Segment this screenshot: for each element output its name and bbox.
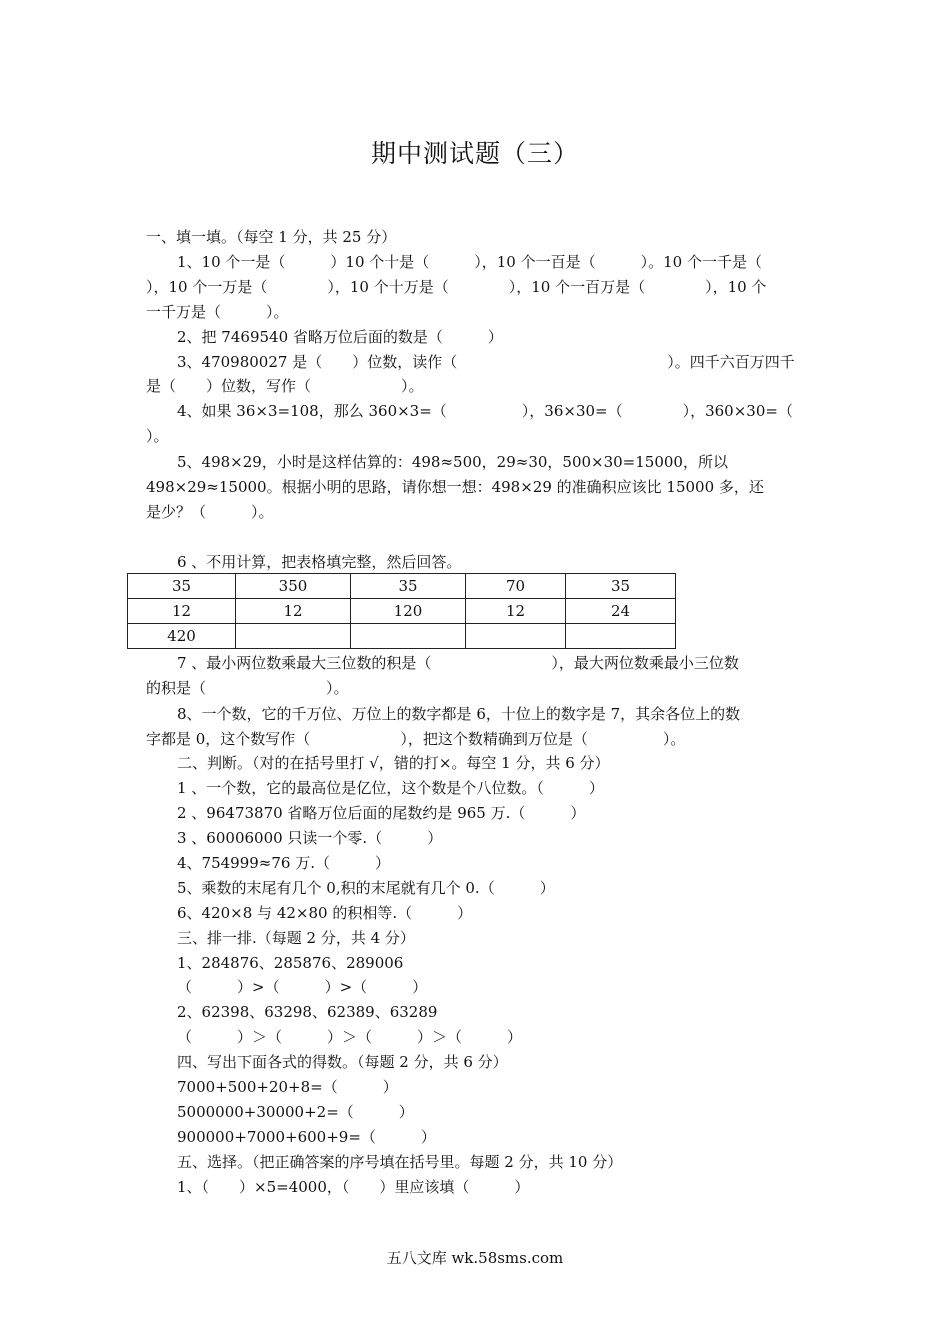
table-cell: 24: [566, 599, 676, 624]
choice-item-1: 1、（ ）×5=4000，（ ）里应该填（ ）: [177, 1178, 530, 1196]
table-cell: 12: [128, 599, 236, 624]
table-cell: 12: [466, 599, 566, 624]
table-cell-blank[interactable]: [466, 624, 566, 649]
judge-item-1: 1 、一个数，它的最高位是亿位，这个数是个八位数。（ ）: [177, 779, 604, 797]
table-cell: 35: [128, 574, 236, 599]
table-row: [128, 624, 676, 649]
question-8-line-1: 8、一个数，它的千万位、万位上的数字都是 6，十位上的数字是 7，其余各位上的数: [177, 705, 741, 723]
judge-item-5: 5、乘数的末尾有几个 0,积的末尾就有几个 0.（ ）: [177, 879, 555, 897]
calc-item-1: 7000+500+20+8=（ ）: [177, 1078, 398, 1096]
question-7-line-1: 7 、最小两位数乘最大三位数的积是（ ），最大两位数乘最小三位数: [177, 654, 739, 672]
question-1-line-1: 1、10 个一是（ ）10 个十是（ ），10 个一百是（ ）。10 个一千是（: [177, 253, 762, 271]
section-2-heading: 二、判断。（对的在括号里打 √，错的打×。每空 1 分，共 6 分）: [177, 754, 610, 772]
table-row: [128, 599, 676, 624]
table-cell: 350: [236, 574, 351, 599]
table-row: [128, 574, 676, 599]
page-title: 期中测试题（三）: [370, 139, 579, 168]
question-5-line-1: 5、498×29，小时是这样估算的：498≈500，29≈30，500×30=15000，所以: [177, 453, 728, 471]
question-3-line-1: 3、470980027 是（ ）位数，读作（ ）。四千六百万四千: [177, 353, 795, 371]
judge-item-6: 6、420×8 与 42×80 的积相等.（ ）: [177, 904, 473, 922]
question-2: 2、把 7469540 省略万位后面的数是（ ）: [177, 328, 503, 346]
order-item-1: 1、284876、285876、289006: [177, 954, 404, 972]
question-1-line-2: ），10 个一万是（ ），10 个十万是（ ），10 个一百万是（ ），10 个: [146, 278, 767, 296]
question-5-line-3: 是少？（ ）。: [146, 503, 274, 521]
question-6: 6 、不用计算，把表格填完整，然后回答。: [177, 553, 462, 571]
order-item-1-answer: （ ）>（ ）>（ ）: [177, 978, 428, 996]
table-cell: 70: [466, 574, 566, 599]
question-4-line-1: 4、如果 36×3=108，那么 360×3=（ ），36×30=（ ），360×30=（: [177, 402, 793, 420]
section-1-heading: 一、填一填。（每空 1 分，共 25 分）: [146, 228, 397, 246]
question-5-line-2: 498×29≈15000。根据小明的思路，请你想一想：498×29 的准确积应该比 15000 多，还: [146, 478, 764, 496]
table-cell: 35: [566, 574, 676, 599]
order-item-2-answer: （ ）＞（ ）＞（ ）＞（ ）: [177, 1028, 523, 1046]
table-cell-blank[interactable]: [236, 624, 351, 649]
fill-table: [127, 573, 676, 649]
section-5-heading: 五、选择。（把正确答案的序号填在括号里。每题 2 分，共 10 分）: [177, 1153, 623, 1171]
table-cell-blank[interactable]: [351, 624, 466, 649]
order-item-2: 2、62398、63298、62389、63289: [177, 1003, 438, 1021]
table-cell: 12: [236, 599, 351, 624]
question-8-line-2: 字都是 0，这个数写作（ ），把这个数精确到万位是（ ）。: [146, 730, 686, 748]
footer-watermark: 五八文库 wk.58sms.com: [386, 1249, 564, 1267]
table-cell: 120: [351, 599, 466, 624]
question-3-line-2: 是（ ）位数，写作（ ）。: [146, 377, 424, 395]
table-cell-blank[interactable]: [566, 624, 676, 649]
question-7-line-2: 的积是（ ）。: [146, 679, 349, 697]
judge-item-4: 4、754999≈76 万.（ ）: [177, 854, 390, 872]
section-3-heading: 三、排一排.（每题 2 分，共 4 分）: [177, 929, 415, 947]
section-4-heading: 四、写出下面各式的得数。（每题 2 分，共 6 分）: [177, 1053, 508, 1071]
question-4-line-2: ）。: [146, 427, 169, 445]
judge-item-2: 2 、96473870 省略万位后面的尾数约是 965 万.（ ）: [177, 804, 586, 822]
calc-item-2: 5000000+30000+2=（ ）: [177, 1103, 414, 1121]
question-1-line-3: 一千万是（ ）。: [146, 303, 289, 321]
table-cell: 35: [351, 574, 466, 599]
calc-item-3: 900000+7000+600+9=（ ）: [177, 1128, 436, 1146]
table-cell: 420: [128, 624, 236, 649]
judge-item-3: 3 、60006000 只读一个零.（ ）: [177, 829, 443, 847]
